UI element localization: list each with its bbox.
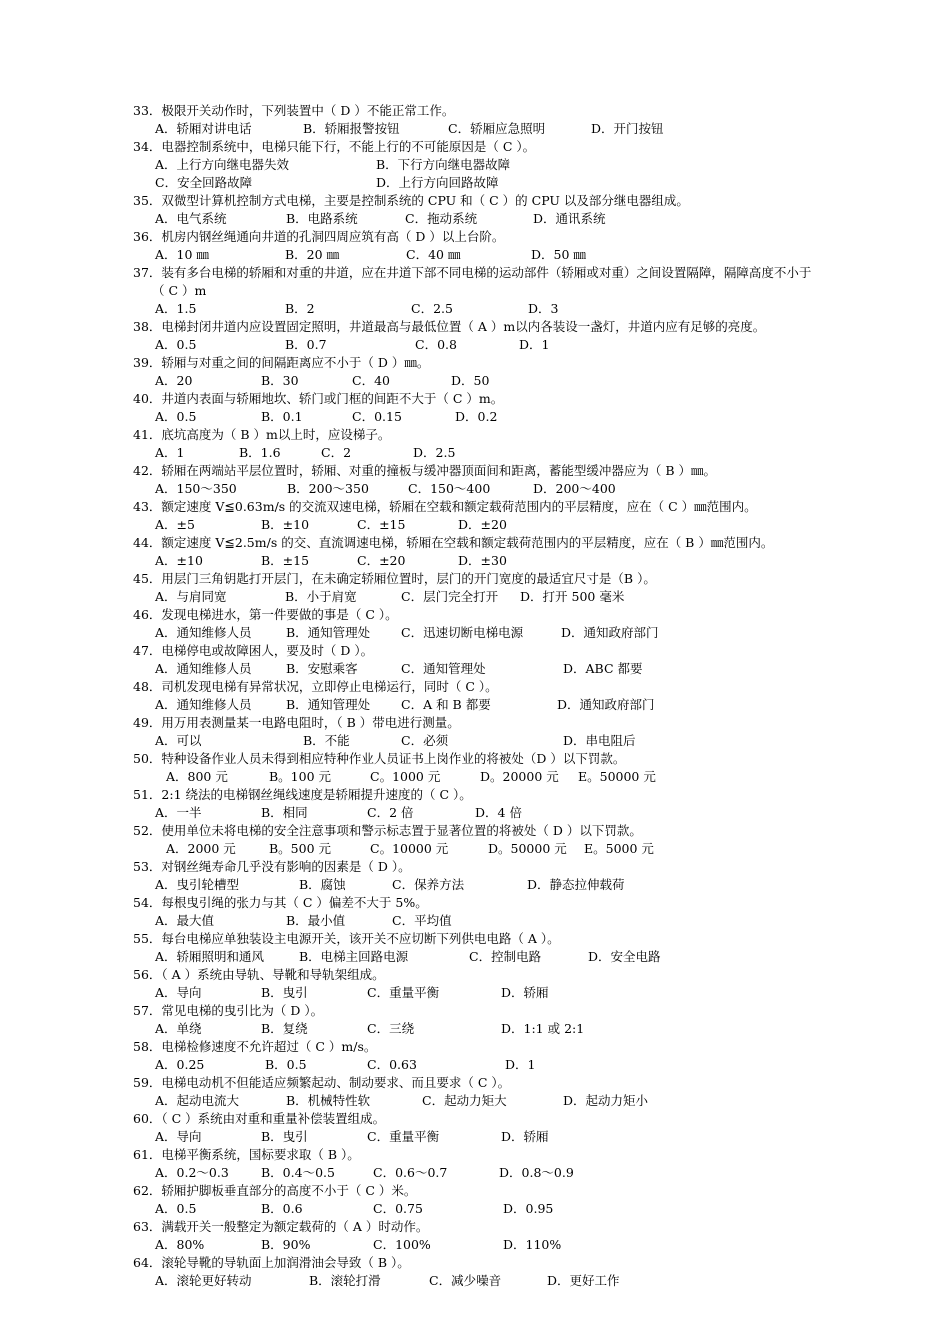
- question-block: [133, 1110, 910, 1146]
- options-row: [133, 1272, 910, 1290]
- question-block: [133, 714, 910, 750]
- question-text: 62．轿厢护脚板垂直部分的高度不小于（ C ）米。: [133, 1183, 417, 1198]
- answer-option: B．2: [285, 301, 315, 316]
- question-block: [133, 354, 910, 390]
- question-block: [133, 642, 910, 678]
- question-text: 39．轿厢与对重之间的间隔距离应不小于（ D ）㎜。: [133, 355, 430, 370]
- answer-option: B．0.5: [265, 1057, 307, 1072]
- options-row: [133, 768, 910, 786]
- answer-option: D．1: [505, 1057, 536, 1072]
- answer-option: A．一半: [155, 805, 202, 820]
- answer-option: C．2: [321, 445, 352, 460]
- answer-option: C．控制电路: [469, 949, 542, 964]
- answer-option: A．0.5: [155, 409, 197, 424]
- options-row: [133, 156, 910, 174]
- answer-option: A．起动电流大: [155, 1093, 240, 1108]
- answer-option: A．轿厢照明和通风: [155, 949, 265, 964]
- answer-option: A．80%: [155, 1237, 205, 1252]
- answer-option: B．轿厢报警按钮: [303, 121, 400, 136]
- answer-option: D．打开 500 毫米: [520, 589, 625, 604]
- answer-option: B．0.6: [261, 1201, 303, 1216]
- answer-option: B。500 元: [269, 841, 332, 856]
- answer-option: B．滚轮打滑: [309, 1273, 381, 1288]
- options-row: [133, 372, 910, 390]
- answer-option: D．200～400: [533, 481, 616, 496]
- answer-option: A．上行方向继电器失效: [155, 157, 290, 172]
- answer-option: C。1000 元: [370, 769, 441, 784]
- question-block: [133, 192, 910, 228]
- answer-option: D．串电阻后: [563, 733, 636, 748]
- question-text: 55．每台电梯应单独装设主电源开关，该开关不应切断下列供电电路（ A ）。: [133, 931, 560, 946]
- question-text: 43．额定速度 V≦0.63m/s 的交流双速电梯，轿厢在空载和额定载荷范围内的平层精度，应在（ C ）㎜范围内。: [133, 499, 757, 514]
- answer-option: D．±20: [458, 517, 507, 532]
- answer-option: B．通知管理处: [286, 625, 371, 640]
- options-row: [133, 588, 910, 606]
- question-text: 58．电梯检修速度不允许超过（ C ）m/s。: [133, 1039, 377, 1054]
- answer-option: C．2 倍: [367, 805, 414, 820]
- options-row: [133, 912, 910, 930]
- answer-option: D．通知政府部门: [561, 625, 659, 640]
- question-text: 54．每根曳引绳的张力与其（ C ）偏差不大于 5%。: [133, 895, 428, 910]
- question-block: [133, 462, 910, 498]
- question-text: 44．额定速度 V≦2.5m/s 的交、直流调速电梯，轿厢在空载和额定载荷范围内的平层精度，应在（ B ）㎜范围内。: [133, 535, 774, 550]
- answer-option: C。10000 元: [370, 841, 449, 856]
- question-text: 50．特种设备作业人员未得到相应特种作业人员证书上岗作业的将被处（D ）以下罚款。: [133, 751, 626, 766]
- question-block: [133, 570, 910, 606]
- answer-option: D．2.5: [413, 445, 456, 460]
- answer-option: D。20000 元: [480, 769, 559, 784]
- question-block: [133, 138, 910, 192]
- options-row: [133, 516, 910, 534]
- answer-option: C．保养方法: [392, 877, 465, 892]
- question-text: 63．满载开关一般整定为额定载荷的（ A ）时动作。: [133, 1219, 429, 1234]
- answer-option: C．150～400: [408, 481, 491, 496]
- answer-option: A．与肩同宽: [155, 589, 227, 604]
- answer-option: D．静态拉伸载荷: [527, 877, 625, 892]
- question-block: [133, 1146, 910, 1182]
- answer-option: B．30: [261, 373, 299, 388]
- answer-option: D．ABC 都要: [563, 661, 643, 676]
- answer-option: A．轿厢对讲电话: [155, 121, 252, 136]
- answer-option: B．机械特性软: [286, 1093, 371, 1108]
- question-text-continued: （ C ）m: [152, 283, 207, 298]
- options-row: [133, 1020, 910, 1038]
- answer-option: B．0.7: [285, 337, 327, 352]
- answer-option: A．10 ㎜: [155, 247, 209, 262]
- answer-option: C．起动力矩大: [422, 1093, 507, 1108]
- question-block: [133, 678, 910, 714]
- question-text: 40．井道内表面与轿厢地坎、轿门或门框的间距不大于（ C ）m。: [133, 391, 504, 406]
- answer-option: D．0.2: [455, 409, 498, 424]
- answer-option: A．0.2～0.3: [155, 1165, 229, 1180]
- answer-option: C．安全回路故障: [155, 175, 253, 190]
- options-row: [133, 1056, 910, 1074]
- options-row: [133, 120, 910, 138]
- options-row: [133, 552, 910, 570]
- answer-option: B．电梯主回路电源: [299, 949, 409, 964]
- answer-option: C．A 和 B 都要: [401, 697, 491, 712]
- answer-option: C．拖动系统: [405, 211, 478, 226]
- answer-option: D．通讯系统: [533, 211, 606, 226]
- answer-option: A．电气系统: [155, 211, 227, 226]
- answer-option: D．通知政府部门: [557, 697, 655, 712]
- answer-option: A．可以: [155, 733, 202, 748]
- answer-option: A．0.5: [155, 1201, 197, 1216]
- answer-option: A．800 元: [166, 769, 228, 784]
- answer-option: A．20: [155, 373, 193, 388]
- answer-option: B．0.1: [261, 409, 303, 424]
- answer-option: C．40: [352, 373, 390, 388]
- options-row: [133, 336, 910, 354]
- answer-option: C．0.63: [367, 1057, 417, 1072]
- answer-option: B．1.6: [239, 445, 281, 460]
- answer-option: B．安慰乘客: [286, 661, 358, 676]
- options-row: [133, 984, 910, 1002]
- answer-option: B．0.4～0.5: [261, 1165, 335, 1180]
- answer-option: A．曳引轮槽型: [155, 877, 240, 892]
- answer-option: C．重量平衡: [367, 985, 440, 1000]
- options-row: [133, 732, 910, 750]
- answer-option: D．50: [451, 373, 490, 388]
- answer-option: B．曳引: [261, 985, 308, 1000]
- options-row: [133, 1236, 910, 1254]
- options-row: [133, 660, 910, 678]
- answer-option: C．轿厢应急照明: [448, 121, 546, 136]
- answer-option: A．0.5: [155, 337, 197, 352]
- question-text: 49．用万用表测量某一电路电阻时，（ B ）带电进行测量。: [133, 715, 460, 730]
- answer-option: A．最大值: [155, 913, 215, 928]
- answer-option: D．1:1 或 2:1: [501, 1021, 585, 1036]
- answer-option: A．0.25: [155, 1057, 205, 1072]
- question-text: 51．2:1 绕法的电梯钢丝绳线速度是轿厢提升速度的（ C ）。: [133, 787, 472, 802]
- question-block: [133, 318, 910, 354]
- answer-option: C．±15: [357, 517, 406, 532]
- answer-option: B．通知管理处: [286, 697, 371, 712]
- question-text: 48．司机发现电梯有异常状况，立即停止电梯运行，同时（ C ）。: [133, 679, 498, 694]
- answer-option: A．滚轮更好转动: [155, 1273, 252, 1288]
- question-block: [133, 228, 910, 264]
- answer-option: B．小于肩宽: [285, 589, 357, 604]
- answer-option: B．不能: [303, 733, 350, 748]
- answer-option: C．0.6～0.7: [373, 1165, 448, 1180]
- question-text: 52．使用单位未将电梯的安全注意事项和警示标志置于显著位置的将被处（ D ）以下罚款。: [133, 823, 642, 838]
- answer-option: D．0.95: [503, 1201, 554, 1216]
- question-block: [133, 390, 910, 426]
- answer-option: D．起动力矩小: [563, 1093, 649, 1108]
- answer-option: D．上行方向回路故障: [376, 175, 499, 190]
- options-row: [133, 1200, 910, 1218]
- answer-option: B．相同: [261, 805, 308, 820]
- question-block: [133, 1074, 910, 1110]
- question-text: 35．双微型计算机控制方式电梯，主要是控制系统的 CPU 和（ C ）的 CPU 以及部分继电器组成。: [133, 193, 689, 208]
- answer-option: E。5000 元: [584, 841, 654, 856]
- options-row: [133, 696, 910, 714]
- answer-option: B．下行方向继电器故障: [376, 157, 511, 172]
- question-text: 56．（ A ）系统由导轨、导靴和导轨架组成。: [133, 967, 385, 982]
- question-block: [133, 102, 910, 138]
- question-block: [133, 606, 910, 642]
- answer-option: D．1: [519, 337, 550, 352]
- options-row: [133, 1164, 910, 1182]
- options-row: [133, 840, 910, 858]
- options-row: [133, 300, 910, 318]
- answer-option: A．±10: [155, 553, 203, 568]
- question-text: 45．用层门三角钥匙打开层门，在未确定轿厢位置时，层门的开门宽度的最适宜尺寸是（B ）。: [133, 571, 656, 586]
- options-row: [133, 444, 910, 462]
- question-block: [133, 894, 910, 930]
- question-block: [133, 1002, 910, 1038]
- question-text: 53．对钢丝绳寿命几乎没有影响的因素是（ D ）。: [133, 859, 411, 874]
- answer-option: C．必须: [401, 733, 449, 748]
- question-block: [133, 1218, 910, 1254]
- options-row: [133, 804, 910, 822]
- answer-option: C．层门完全打开: [401, 589, 499, 604]
- answer-option: B．20 ㎜: [285, 247, 340, 262]
- answer-option: C．0.8: [415, 337, 457, 352]
- answer-option: B．腐蚀: [299, 877, 346, 892]
- options-row: [133, 1128, 910, 1146]
- answer-option: D．0.8～0.9: [499, 1165, 574, 1180]
- question-block: [133, 822, 910, 858]
- answer-option: B．200～350: [287, 481, 369, 496]
- question-text: 60．（ C ）系统由对重和重量补偿装置组成。: [133, 1111, 386, 1126]
- answer-option: C．0.15: [352, 409, 402, 424]
- answer-option: A．1.5: [155, 301, 197, 316]
- question-block: [133, 426, 910, 462]
- question-block: [133, 1182, 910, 1218]
- answer-option: A．150～350: [155, 481, 237, 496]
- question-text: 34．电器控制系统中，电梯只能下行，不能上行的不可能原因是（ C ）。: [133, 139, 536, 154]
- answer-option: C．通知管理处: [401, 661, 486, 676]
- question-block: [133, 498, 910, 534]
- options-row: [133, 948, 910, 966]
- answer-option: B．±15: [261, 553, 310, 568]
- question-block: [133, 786, 910, 822]
- answer-option: D．轿厢: [501, 985, 549, 1000]
- answer-option: A．通知维修人员: [155, 625, 252, 640]
- answer-option: A．1: [155, 445, 185, 460]
- answer-option: C．重量平衡: [367, 1129, 440, 1144]
- options-row: [133, 408, 910, 426]
- answer-option: B．曳引: [261, 1129, 308, 1144]
- answer-option: B．最小值: [286, 913, 346, 928]
- question-block: [133, 1038, 910, 1074]
- question-text: 59．电梯电动机不但能适应频繁起动、制动要求、而且要求（ C ）。: [133, 1075, 511, 1090]
- answer-option: D．110%: [503, 1237, 562, 1252]
- answer-option: C．2.5: [411, 301, 453, 316]
- answer-option: D．轿厢: [501, 1129, 549, 1144]
- options-row: [133, 174, 910, 192]
- answer-option: E。50000 元: [578, 769, 656, 784]
- question-block: [133, 858, 910, 894]
- answer-option: D．安全电路: [588, 949, 661, 964]
- question-text: 57．常见电梯的曳引比为（ D ）。: [133, 1003, 324, 1018]
- answer-option: B．复绕: [261, 1021, 308, 1036]
- answer-option: A．导向: [155, 985, 202, 1000]
- answer-option: C．减少噪音: [429, 1273, 502, 1288]
- answer-option: C．三绕: [367, 1021, 415, 1036]
- answer-option: B．电路系统: [286, 211, 358, 226]
- question-text: 61．电梯平衡系统，国标要求取（ B ）。: [133, 1147, 360, 1162]
- question-text: 47．电梯停电或故障困人，要及时（ D ）。: [133, 643, 374, 658]
- question-block: [133, 1254, 910, 1290]
- question-text: 33．极限开关动作时，下列装置中（ D ）不能正常工作。: [133, 103, 455, 118]
- answer-option: A．单绕: [155, 1021, 202, 1036]
- answer-option: A．±5: [155, 517, 195, 532]
- answer-option: B。100 元: [269, 769, 332, 784]
- question-text: 42．轿厢在两端站平层位置时，轿厢、对重的撞板与缓冲器顶面间和距离，蓄能型缓冲器应为（ B ）㎜。: [133, 463, 717, 478]
- answer-option: D．更好工作: [547, 1273, 620, 1288]
- question-block: [133, 534, 910, 570]
- answer-option: D．50 ㎜: [531, 247, 586, 262]
- question-block: [133, 750, 910, 786]
- question-block: [133, 264, 910, 318]
- question-text: 37．装有多台电梯的轿厢和对重的井道，应在井道下部不同电梯的运动部件（轿厢或对重）之间设置隔障，隔障高度不小于: [133, 265, 812, 280]
- answer-option: D．开门按钮: [591, 121, 664, 136]
- options-row: [133, 210, 910, 228]
- answer-option: C．平均值: [392, 913, 452, 928]
- answer-option: A．导向: [155, 1129, 202, 1144]
- answer-option: C．0.75: [373, 1201, 423, 1216]
- answer-option: C．迅速切断电梯电源: [401, 625, 524, 640]
- options-row: [133, 1092, 910, 1110]
- answer-option: D．3: [528, 301, 559, 316]
- question-block: [133, 930, 910, 966]
- question-text: 38．电梯封闭井道内应设置固定照明，井道最高与最低位置（ A ）m以内各装设一盏灯，井道内应有足够的亮度。: [133, 319, 766, 334]
- options-row: [133, 876, 910, 894]
- answer-option: C．±20: [357, 553, 406, 568]
- answer-option: C．100%: [373, 1237, 431, 1252]
- question-text: 36．机房内钢丝绳通向井道的孔洞四周应筑有高（ D ）以上台阶。: [133, 229, 505, 244]
- answer-option: D．4 倍: [475, 805, 522, 820]
- question-block: [133, 966, 910, 1002]
- options-row: [133, 480, 910, 498]
- question-text: 46．发现电梯进水，第一件要做的事是（ C ）。: [133, 607, 398, 622]
- question-text: 41．底坑高度为（ B ）m以上时，应设梯子。: [133, 427, 391, 442]
- answer-option: D．±30: [458, 553, 507, 568]
- answer-option: D。50000 元: [488, 841, 567, 856]
- answer-option: A．2000 元: [166, 841, 236, 856]
- options-row: [133, 624, 910, 642]
- answer-option: A．通知维修人员: [155, 697, 252, 712]
- answer-option: A．通知维修人员: [155, 661, 252, 676]
- options-row: [133, 246, 910, 264]
- answer-option: C．40 ㎜: [406, 247, 461, 262]
- answer-option: B．±10: [261, 517, 310, 532]
- question-text: 64．滚轮导靴的导轨面上加润滑油会导致（ B ）。: [133, 1255, 410, 1270]
- answer-option: B．90%: [261, 1237, 311, 1252]
